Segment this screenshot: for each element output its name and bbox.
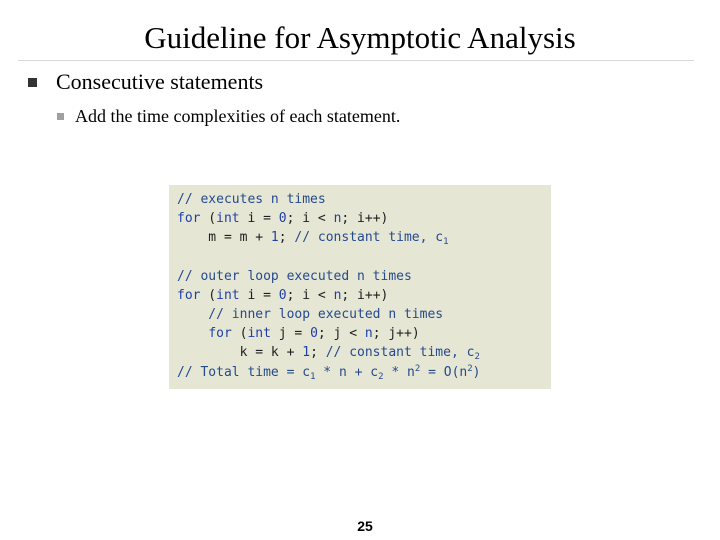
page-number: 25 bbox=[357, 518, 373, 534]
sub-bullet-text: Add the time complexities of each statement. bbox=[75, 106, 401, 126]
code-superscript: 2 bbox=[414, 364, 421, 374]
keyword-for: for bbox=[208, 326, 232, 341]
code-line-8 bbox=[177, 324, 420, 343]
keyword-int: int bbox=[216, 288, 240, 303]
code-text: ; i++) bbox=[341, 211, 389, 226]
code-text: ; j++) bbox=[372, 326, 420, 341]
code-line-5 bbox=[177, 267, 412, 286]
code-text: ( bbox=[231, 326, 248, 341]
code-line-3 bbox=[177, 228, 449, 247]
title-divider bbox=[18, 60, 694, 61]
code-line-6 bbox=[177, 286, 388, 305]
slide-title: Guideline for Asymptotic Analysis bbox=[144, 20, 576, 55]
bullet-consecutive-statements bbox=[28, 69, 263, 95]
code-subscript: 1 bbox=[310, 372, 316, 382]
code-comment: ) bbox=[472, 365, 481, 380]
code-text: ; j < bbox=[317, 326, 365, 341]
code-text: ( bbox=[200, 211, 217, 226]
code-indent bbox=[177, 326, 208, 341]
square-bullet-icon bbox=[57, 113, 64, 120]
code-comment: = O(n bbox=[420, 365, 468, 380]
code-comment: // outer loop executed n times bbox=[177, 269, 412, 284]
code-comment: // executes n times bbox=[177, 192, 326, 207]
code-text: ; i < bbox=[286, 211, 334, 226]
code-block bbox=[169, 185, 551, 389]
code-text: k = k + bbox=[177, 345, 303, 360]
code-identifier-n: n bbox=[333, 288, 342, 303]
keyword-for: for bbox=[177, 211, 201, 226]
code-number: 0 bbox=[278, 288, 287, 303]
code-number: 1 bbox=[302, 345, 311, 360]
code-text: ; bbox=[310, 345, 326, 360]
bullet-text: Consecutive statements bbox=[56, 69, 264, 94]
keyword-int: int bbox=[216, 211, 240, 226]
code-text: i = bbox=[239, 288, 279, 303]
code-text: ; bbox=[278, 230, 295, 245]
code-subscript: 2 bbox=[378, 372, 384, 382]
code-number: 0 bbox=[310, 326, 318, 341]
square-bullet-icon bbox=[28, 78, 37, 87]
code-comment: // inner loop executed n times bbox=[177, 307, 444, 322]
code-text: j = bbox=[270, 326, 311, 341]
code-comment: * n bbox=[383, 365, 415, 380]
keyword-int: int bbox=[247, 326, 271, 341]
code-identifier-n: n bbox=[364, 326, 373, 341]
code-text: ; i++) bbox=[341, 288, 389, 303]
code-identifier-n: n bbox=[333, 211, 342, 226]
sub-bullet-add-complexities bbox=[57, 104, 400, 128]
code-comment: // constant time, c bbox=[294, 230, 444, 245]
code-line-10 bbox=[177, 363, 480, 382]
code-subscript: 2 bbox=[474, 352, 480, 362]
code-comment: * n + c bbox=[315, 365, 379, 380]
code-line-9 bbox=[177, 343, 480, 362]
code-comment: // constant time, c bbox=[325, 345, 475, 360]
keyword-for: for bbox=[177, 288, 201, 303]
code-text: i = bbox=[239, 211, 279, 226]
code-text: ( bbox=[200, 288, 217, 303]
code-superscript: 2 bbox=[467, 364, 473, 374]
code-comment: // Total time = c bbox=[177, 365, 311, 380]
code-line-2 bbox=[177, 209, 388, 228]
code-subscript: 1 bbox=[443, 237, 449, 247]
code-line-1 bbox=[177, 190, 326, 209]
code-line-7 bbox=[177, 305, 443, 324]
code-text: ; i < bbox=[286, 288, 334, 303]
code-number: 1 bbox=[270, 230, 279, 245]
code-number: 0 bbox=[278, 211, 287, 226]
code-text: m = m + bbox=[177, 230, 271, 245]
